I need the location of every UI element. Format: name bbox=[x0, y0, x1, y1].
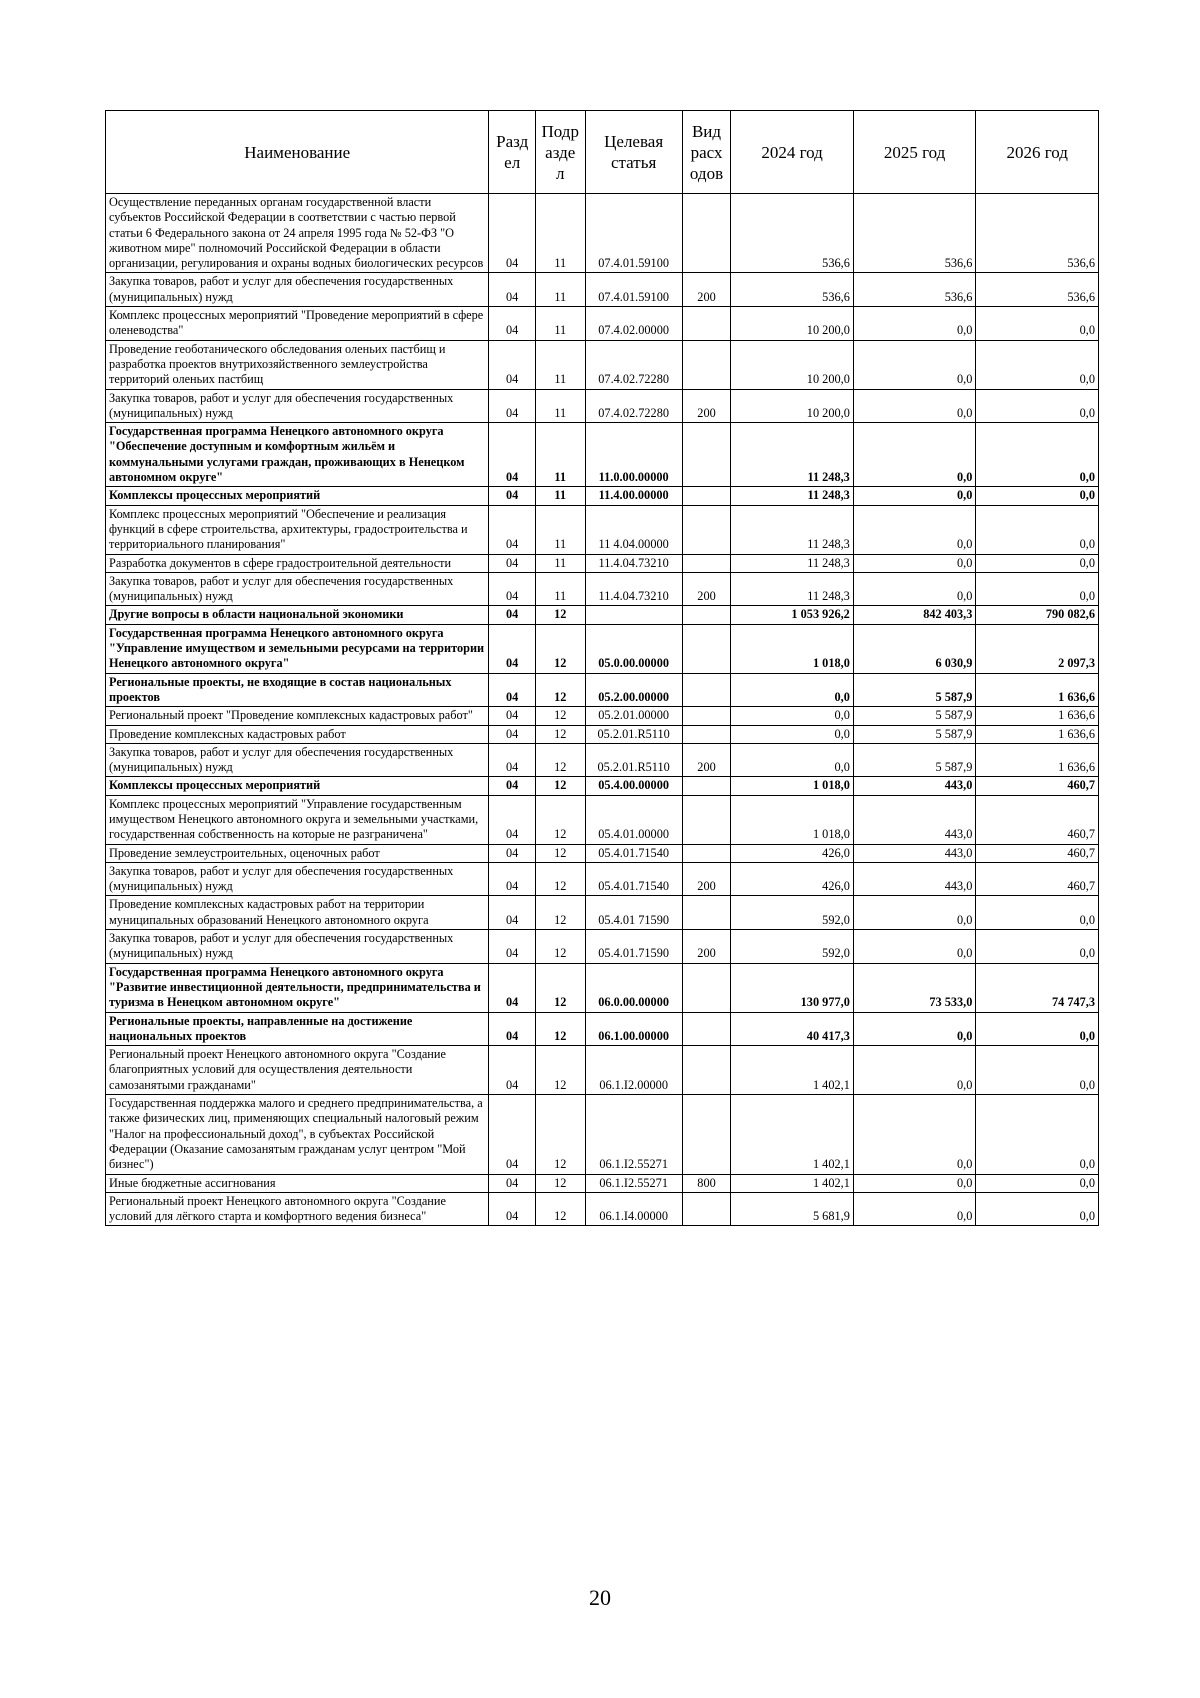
cell-expense-type bbox=[682, 963, 731, 1012]
header-2024: 2024 год bbox=[731, 111, 854, 194]
cell-expense-type bbox=[682, 606, 731, 624]
cell-section: 04 bbox=[489, 862, 535, 896]
cell-subsection: 12 bbox=[535, 862, 585, 896]
table-row bbox=[106, 624, 1099, 673]
cell-target: 06.1.I2.55271 bbox=[585, 1174, 682, 1192]
cell-2026: 536,6 bbox=[976, 273, 1099, 307]
cell-2025: 0,0 bbox=[853, 1012, 976, 1046]
cell-2026: 0,0 bbox=[976, 340, 1099, 389]
cell-target: 07.4.01.59100 bbox=[585, 273, 682, 307]
cell-2025: 0,0 bbox=[853, 1174, 976, 1192]
cell-expense-type bbox=[682, 423, 731, 487]
cell-name: Проведение землеустроительных, оценочных работ bbox=[106, 844, 489, 862]
cell-2024: 592,0 bbox=[731, 896, 854, 930]
cell-name: Иные бюджетные ассигнования bbox=[106, 1174, 489, 1192]
cell-section: 04 bbox=[489, 273, 535, 307]
cell-2025: 443,0 bbox=[853, 777, 976, 795]
cell-name: Другие вопросы в области национальной экономики bbox=[106, 606, 489, 624]
cell-subsection: 12 bbox=[535, 795, 585, 844]
table-row bbox=[106, 487, 1099, 505]
cell-2024: 536,6 bbox=[731, 194, 854, 273]
cell-subsection: 12 bbox=[535, 1046, 585, 1095]
cell-expense-type: 200 bbox=[682, 273, 731, 307]
cell-section: 04 bbox=[489, 1046, 535, 1095]
cell-2024: 1 053 926,2 bbox=[731, 606, 854, 624]
cell-2026: 536,6 bbox=[976, 194, 1099, 273]
cell-subsection: 11 bbox=[535, 423, 585, 487]
cell-2024: 11 248,3 bbox=[731, 423, 854, 487]
cell-2026: 0,0 bbox=[976, 1192, 1099, 1226]
cell-2024: 11 248,3 bbox=[731, 487, 854, 505]
cell-2024: 10 200,0 bbox=[731, 389, 854, 423]
cell-expense-type bbox=[682, 1012, 731, 1046]
cell-name: Комплекс процессных мероприятий "Проведение мероприятий в сфере оленеводства" bbox=[106, 307, 489, 341]
cell-section: 04 bbox=[489, 423, 535, 487]
cell-subsection: 11 bbox=[535, 572, 585, 606]
table-row bbox=[106, 1095, 1099, 1174]
cell-2026: 790 082,6 bbox=[976, 606, 1099, 624]
cell-2026: 0,0 bbox=[976, 505, 1099, 554]
cell-name: Закупка товаров, работ и услуг для обеспечения государственных (муниципальных) нужд bbox=[106, 862, 489, 896]
table-row bbox=[106, 572, 1099, 606]
cell-2024: 11 248,3 bbox=[731, 505, 854, 554]
cell-expense-type: 800 bbox=[682, 1174, 731, 1192]
cell-section: 04 bbox=[489, 743, 535, 777]
header-2026: 2026 год bbox=[976, 111, 1099, 194]
page-number: 20 bbox=[589, 1585, 611, 1610]
table-row bbox=[106, 743, 1099, 777]
cell-target: 07.4.02.72280 bbox=[585, 340, 682, 389]
cell-name: Государственная программа Ненецкого автономного округа "Обеспечение доступным и комфортным жильём и коммунальными услугами граждан, проживающих в Ненецком автономном округе" bbox=[106, 423, 489, 487]
table-row bbox=[106, 930, 1099, 964]
cell-2024: 426,0 bbox=[731, 862, 854, 896]
cell-section: 04 bbox=[489, 554, 535, 572]
cell-2025: 5 587,9 bbox=[853, 743, 976, 777]
cell-2025: 536,6 bbox=[853, 273, 976, 307]
cell-2026: 0,0 bbox=[976, 1174, 1099, 1192]
cell-section: 04 bbox=[489, 389, 535, 423]
cell-2025: 0,0 bbox=[853, 340, 976, 389]
cell-2024: 1 018,0 bbox=[731, 795, 854, 844]
cell-target: 05.2.00.00000 bbox=[585, 673, 682, 707]
cell-target: 05.4.01.71590 bbox=[585, 930, 682, 964]
cell-subsection: 12 bbox=[535, 844, 585, 862]
cell-name: Закупка товаров, работ и услуг для обеспечения государственных (муниципальных) нужд bbox=[106, 273, 489, 307]
cell-2024: 1 402,1 bbox=[731, 1046, 854, 1095]
header-expense-type: Вид расх одов bbox=[682, 111, 731, 194]
cell-name: Закупка товаров, работ и услуг для обеспечения государственных (муниципальных) нужд bbox=[106, 930, 489, 964]
cell-2024: 536,6 bbox=[731, 273, 854, 307]
cell-expense-type: 200 bbox=[682, 930, 731, 964]
cell-name: Региональный проект Ненецкого автономного округа "Создание условий для лёгкого старта и комфортного ведения бизнеса" bbox=[106, 1192, 489, 1226]
cell-subsection: 11 bbox=[535, 389, 585, 423]
cell-2025: 73 533,0 bbox=[853, 963, 976, 1012]
cell-target: 07.4.01.59100 bbox=[585, 194, 682, 273]
cell-2025: 0,0 bbox=[853, 505, 976, 554]
cell-2024: 0,0 bbox=[731, 743, 854, 777]
cell-2026: 74 747,3 bbox=[976, 963, 1099, 1012]
cell-subsection: 12 bbox=[535, 673, 585, 707]
cell-section: 04 bbox=[489, 1174, 535, 1192]
cell-2025: 0,0 bbox=[853, 1046, 976, 1095]
cell-section: 04 bbox=[489, 795, 535, 844]
cell-2024: 40 417,3 bbox=[731, 1012, 854, 1046]
cell-2026: 0,0 bbox=[976, 572, 1099, 606]
header-name: Наименование bbox=[106, 111, 489, 194]
cell-section: 04 bbox=[489, 673, 535, 707]
cell-2024: 592,0 bbox=[731, 930, 854, 964]
cell-subsection: 12 bbox=[535, 963, 585, 1012]
table-row bbox=[106, 194, 1099, 273]
cell-2026: 1 636,6 bbox=[976, 743, 1099, 777]
cell-2026: 460,7 bbox=[976, 844, 1099, 862]
cell-2025: 0,0 bbox=[853, 1095, 976, 1174]
cell-subsection: 12 bbox=[535, 707, 585, 725]
cell-2026: 0,0 bbox=[976, 1095, 1099, 1174]
cell-2025: 5 587,9 bbox=[853, 673, 976, 707]
cell-subsection: 11 bbox=[535, 487, 585, 505]
cell-2024: 5 681,9 bbox=[731, 1192, 854, 1226]
cell-section: 04 bbox=[489, 1095, 535, 1174]
table-row bbox=[106, 423, 1099, 487]
cell-target: 05.4.01.71540 bbox=[585, 844, 682, 862]
table-row bbox=[106, 340, 1099, 389]
cell-expense-type bbox=[682, 725, 731, 743]
cell-2024: 426,0 bbox=[731, 844, 854, 862]
cell-target: 06.0.00.00000 bbox=[585, 963, 682, 1012]
cell-subsection: 12 bbox=[535, 725, 585, 743]
cell-2025: 536,6 bbox=[853, 194, 976, 273]
cell-2025: 5 587,9 bbox=[853, 707, 976, 725]
cell-section: 04 bbox=[489, 505, 535, 554]
table-row bbox=[106, 777, 1099, 795]
cell-2025: 5 587,9 bbox=[853, 725, 976, 743]
cell-section: 04 bbox=[489, 487, 535, 505]
cell-target: 05.2.01.R5110 bbox=[585, 743, 682, 777]
cell-target: 11.4.00.00000 bbox=[585, 487, 682, 505]
cell-2025: 443,0 bbox=[853, 795, 976, 844]
cell-target: 05.2.01.00000 bbox=[585, 707, 682, 725]
table-row bbox=[106, 673, 1099, 707]
cell-2024: 10 200,0 bbox=[731, 340, 854, 389]
cell-section: 04 bbox=[489, 930, 535, 964]
cell-expense-type bbox=[682, 307, 731, 341]
table-row bbox=[106, 307, 1099, 341]
cell-subsection: 12 bbox=[535, 624, 585, 673]
cell-2026: 0,0 bbox=[976, 896, 1099, 930]
cell-name: Государственная программа Ненецкого автономного округа "Управление имуществом и земельными ресурсами на территории Ненецкого автономного округа" bbox=[106, 624, 489, 673]
cell-expense-type bbox=[682, 505, 731, 554]
table-row bbox=[106, 554, 1099, 572]
table-row bbox=[106, 1192, 1099, 1226]
cell-expense-type bbox=[682, 844, 731, 862]
cell-section: 04 bbox=[489, 1012, 535, 1046]
cell-name: Закупка товаров, работ и услуг для обеспечения государственных (муниципальных) нужд bbox=[106, 572, 489, 606]
cell-2025: 0,0 bbox=[853, 1192, 976, 1226]
cell-2025: 0,0 bbox=[853, 896, 976, 930]
table-row bbox=[106, 844, 1099, 862]
cell-2025: 0,0 bbox=[853, 307, 976, 341]
cell-section: 04 bbox=[489, 777, 535, 795]
cell-2025: 842 403,3 bbox=[853, 606, 976, 624]
cell-target: 05.4.01 71590 bbox=[585, 896, 682, 930]
cell-name: Региональные проекты, направленные на достижение национальных проектов bbox=[106, 1012, 489, 1046]
cell-2024: 1 402,1 bbox=[731, 1174, 854, 1192]
header-section: Разд ел bbox=[489, 111, 535, 194]
cell-expense-type bbox=[682, 624, 731, 673]
cell-name: Региональный проект "Проведение комплексных кадастровых работ" bbox=[106, 707, 489, 725]
cell-target: 05.4.01.00000 bbox=[585, 795, 682, 844]
cell-target: 11 4.04.00000 bbox=[585, 505, 682, 554]
cell-name: Комплексы процессных мероприятий bbox=[106, 777, 489, 795]
cell-name: Комплекс процессных мероприятий "Обеспечение и реализация функций в сфере строительства, архитектуры, градостроительства и территориального планирования" bbox=[106, 505, 489, 554]
cell-2024: 11 248,3 bbox=[731, 554, 854, 572]
table-row bbox=[106, 505, 1099, 554]
cell-name: Государственная поддержка малого и среднего предпринимательства, а также физических лиц, применяющих специальный налоговый режим "Налог на профессиональный доход", в субъектах Российской Федерации (Оказание самозанятым гражданам услуг центром "Мой бизнес") bbox=[106, 1095, 489, 1174]
cell-2025: 443,0 bbox=[853, 862, 976, 896]
cell-section: 04 bbox=[489, 340, 535, 389]
cell-subsection: 11 bbox=[535, 194, 585, 273]
cell-section: 04 bbox=[489, 1192, 535, 1226]
cell-subsection: 12 bbox=[535, 743, 585, 777]
cell-2025: 443,0 bbox=[853, 844, 976, 862]
cell-subsection: 11 bbox=[535, 307, 585, 341]
cell-subsection: 12 bbox=[535, 1192, 585, 1226]
cell-subsection: 12 bbox=[535, 777, 585, 795]
table-row bbox=[106, 896, 1099, 930]
cell-expense-type: 200 bbox=[682, 389, 731, 423]
cell-subsection: 11 bbox=[535, 505, 585, 554]
cell-name: Региональный проект Ненецкого автономного округа "Создание благоприятных условий для осуществления деятельности самозанятыми гражданами" bbox=[106, 1046, 489, 1095]
header-2025: 2025 год bbox=[853, 111, 976, 194]
cell-subsection: 11 bbox=[535, 340, 585, 389]
cell-target: 06.1.I4.00000 bbox=[585, 1192, 682, 1226]
cell-section: 04 bbox=[489, 624, 535, 673]
cell-2026: 1 636,6 bbox=[976, 673, 1099, 707]
cell-section: 04 bbox=[489, 606, 535, 624]
cell-expense-type bbox=[682, 1095, 731, 1174]
header-target: Целевая статья bbox=[585, 111, 682, 194]
cell-2025: 0,0 bbox=[853, 423, 976, 487]
cell-2025: 0,0 bbox=[853, 389, 976, 423]
cell-target: 06.1.00.00000 bbox=[585, 1012, 682, 1046]
table-row bbox=[106, 1046, 1099, 1095]
cell-2026: 1 636,6 bbox=[976, 707, 1099, 725]
cell-section: 04 bbox=[489, 896, 535, 930]
cell-target: 07.4.02.72280 bbox=[585, 389, 682, 423]
header-subsection: Подр азде л bbox=[535, 111, 585, 194]
cell-name: Проведение комплексных кадастровых работ на территории муниципальных образований Ненецкого автономного округа bbox=[106, 896, 489, 930]
cell-2026: 460,7 bbox=[976, 795, 1099, 844]
table-row bbox=[106, 862, 1099, 896]
cell-target: 06.1.I2.00000 bbox=[585, 1046, 682, 1095]
cell-2024: 0,0 bbox=[731, 707, 854, 725]
cell-target bbox=[585, 606, 682, 624]
cell-2026: 0,0 bbox=[976, 1012, 1099, 1046]
cell-2025: 0,0 bbox=[853, 930, 976, 964]
cell-section: 04 bbox=[489, 844, 535, 862]
cell-section: 04 bbox=[489, 707, 535, 725]
cell-2026: 1 636,6 bbox=[976, 725, 1099, 743]
cell-name: Региональные проекты, не входящие в состав национальных проектов bbox=[106, 673, 489, 707]
cell-target: 11.4.04.73210 bbox=[585, 554, 682, 572]
cell-name: Осуществление переданных органам государственной власти субъектов Российской Федерации в соответствии с частью первой статьи 6 Федерального закона от 24 апреля 1995 года № 52-ФЗ "О животном мире" полномочий Российской Федерации в области организации, регулирования и охраны водных биологических ресурсов bbox=[106, 194, 489, 273]
cell-target: 11.0.00.00000 bbox=[585, 423, 682, 487]
cell-expense-type bbox=[682, 795, 731, 844]
cell-section: 04 bbox=[489, 725, 535, 743]
cell-expense-type bbox=[682, 1046, 731, 1095]
cell-expense-type bbox=[682, 777, 731, 795]
cell-name: Закупка товаров, работ и услуг для обеспечения государственных (муниципальных) нужд bbox=[106, 743, 489, 777]
table-row bbox=[106, 1012, 1099, 1046]
cell-2024: 130 977,0 bbox=[731, 963, 854, 1012]
table-row bbox=[106, 389, 1099, 423]
cell-expense-type bbox=[682, 707, 731, 725]
table-row bbox=[106, 1174, 1099, 1192]
cell-2026: 460,7 bbox=[976, 862, 1099, 896]
cell-subsection: 12 bbox=[535, 896, 585, 930]
table-row bbox=[106, 707, 1099, 725]
cell-name: Проведение комплексных кадастровых работ bbox=[106, 725, 489, 743]
table-row bbox=[106, 963, 1099, 1012]
cell-target: 05.4.00.00000 bbox=[585, 777, 682, 795]
cell-section: 04 bbox=[489, 194, 535, 273]
cell-2026: 460,7 bbox=[976, 777, 1099, 795]
cell-expense-type bbox=[682, 487, 731, 505]
cell-target: 11.4.04.73210 bbox=[585, 572, 682, 606]
cell-target: 05.4.01.71540 bbox=[585, 862, 682, 896]
cell-expense-type bbox=[682, 340, 731, 389]
cell-subsection: 11 bbox=[535, 554, 585, 572]
table-header-row bbox=[106, 111, 1099, 194]
cell-target: 05.0.00.00000 bbox=[585, 624, 682, 673]
cell-2026: 0,0 bbox=[976, 307, 1099, 341]
table-row bbox=[106, 725, 1099, 743]
cell-2026: 2 097,3 bbox=[976, 624, 1099, 673]
cell-2024: 1 402,1 bbox=[731, 1095, 854, 1174]
cell-2024: 0,0 bbox=[731, 673, 854, 707]
cell-subsection: 12 bbox=[535, 1174, 585, 1192]
cell-expense-type bbox=[682, 194, 731, 273]
cell-2025: 0,0 bbox=[853, 554, 976, 572]
cell-name: Закупка товаров, работ и услуг для обеспечения государственных (муниципальных) нужд bbox=[106, 389, 489, 423]
cell-2026: 0,0 bbox=[976, 554, 1099, 572]
cell-expense-type: 200 bbox=[682, 572, 731, 606]
cell-2024: 1 018,0 bbox=[731, 624, 854, 673]
cell-2026: 0,0 bbox=[976, 423, 1099, 487]
cell-subsection: 12 bbox=[535, 1095, 585, 1174]
cell-2025: 6 030,9 bbox=[853, 624, 976, 673]
cell-target: 06.1.I2.55271 bbox=[585, 1095, 682, 1174]
cell-expense-type bbox=[682, 673, 731, 707]
cell-expense-type: 200 bbox=[682, 862, 731, 896]
cell-name: Разработка документов в сфере градостроительной деятельности bbox=[106, 554, 489, 572]
cell-2025: 0,0 bbox=[853, 487, 976, 505]
cell-expense-type: 200 bbox=[682, 743, 731, 777]
cell-2026: 0,0 bbox=[976, 389, 1099, 423]
cell-2024: 11 248,3 bbox=[731, 572, 854, 606]
cell-name: Государственная программа Ненецкого автономного округа "Развитие инвестиционной деятельности, предпринимательства и туризма в Ненецком автономном округе" bbox=[106, 963, 489, 1012]
cell-2025: 0,0 bbox=[853, 572, 976, 606]
cell-2026: 0,0 bbox=[976, 930, 1099, 964]
cell-name: Комплекс процессных мероприятий "Управление государственным имуществом Ненецкого автономного округа и земельными участками, государственная собственность на которые не разграничена" bbox=[106, 795, 489, 844]
cell-2026: 0,0 bbox=[976, 1046, 1099, 1095]
table-row bbox=[106, 606, 1099, 624]
budget-table bbox=[105, 110, 1099, 1226]
cell-subsection: 12 bbox=[535, 1012, 585, 1046]
cell-2024: 10 200,0 bbox=[731, 307, 854, 341]
cell-section: 04 bbox=[489, 572, 535, 606]
cell-subsection: 11 bbox=[535, 273, 585, 307]
cell-subsection: 12 bbox=[535, 606, 585, 624]
cell-subsection: 12 bbox=[535, 930, 585, 964]
cell-expense-type bbox=[682, 896, 731, 930]
cell-section: 04 bbox=[489, 307, 535, 341]
table-row bbox=[106, 273, 1099, 307]
cell-target: 05.2.01.R5110 bbox=[585, 725, 682, 743]
cell-2024: 0,0 bbox=[731, 725, 854, 743]
cell-expense-type bbox=[682, 554, 731, 572]
table-row bbox=[106, 795, 1099, 844]
cell-target: 07.4.02.00000 bbox=[585, 307, 682, 341]
cell-section: 04 bbox=[489, 963, 535, 1012]
cell-name: Проведение геоботанического обследования оленьих пастбищ и разработка проектов внутрихозяйственного землеустройства территорий оленьих пастбищ bbox=[106, 340, 489, 389]
cell-expense-type bbox=[682, 1192, 731, 1226]
cell-name: Комплексы процессных мероприятий bbox=[106, 487, 489, 505]
cell-2026: 0,0 bbox=[976, 487, 1099, 505]
cell-2024: 1 018,0 bbox=[731, 777, 854, 795]
